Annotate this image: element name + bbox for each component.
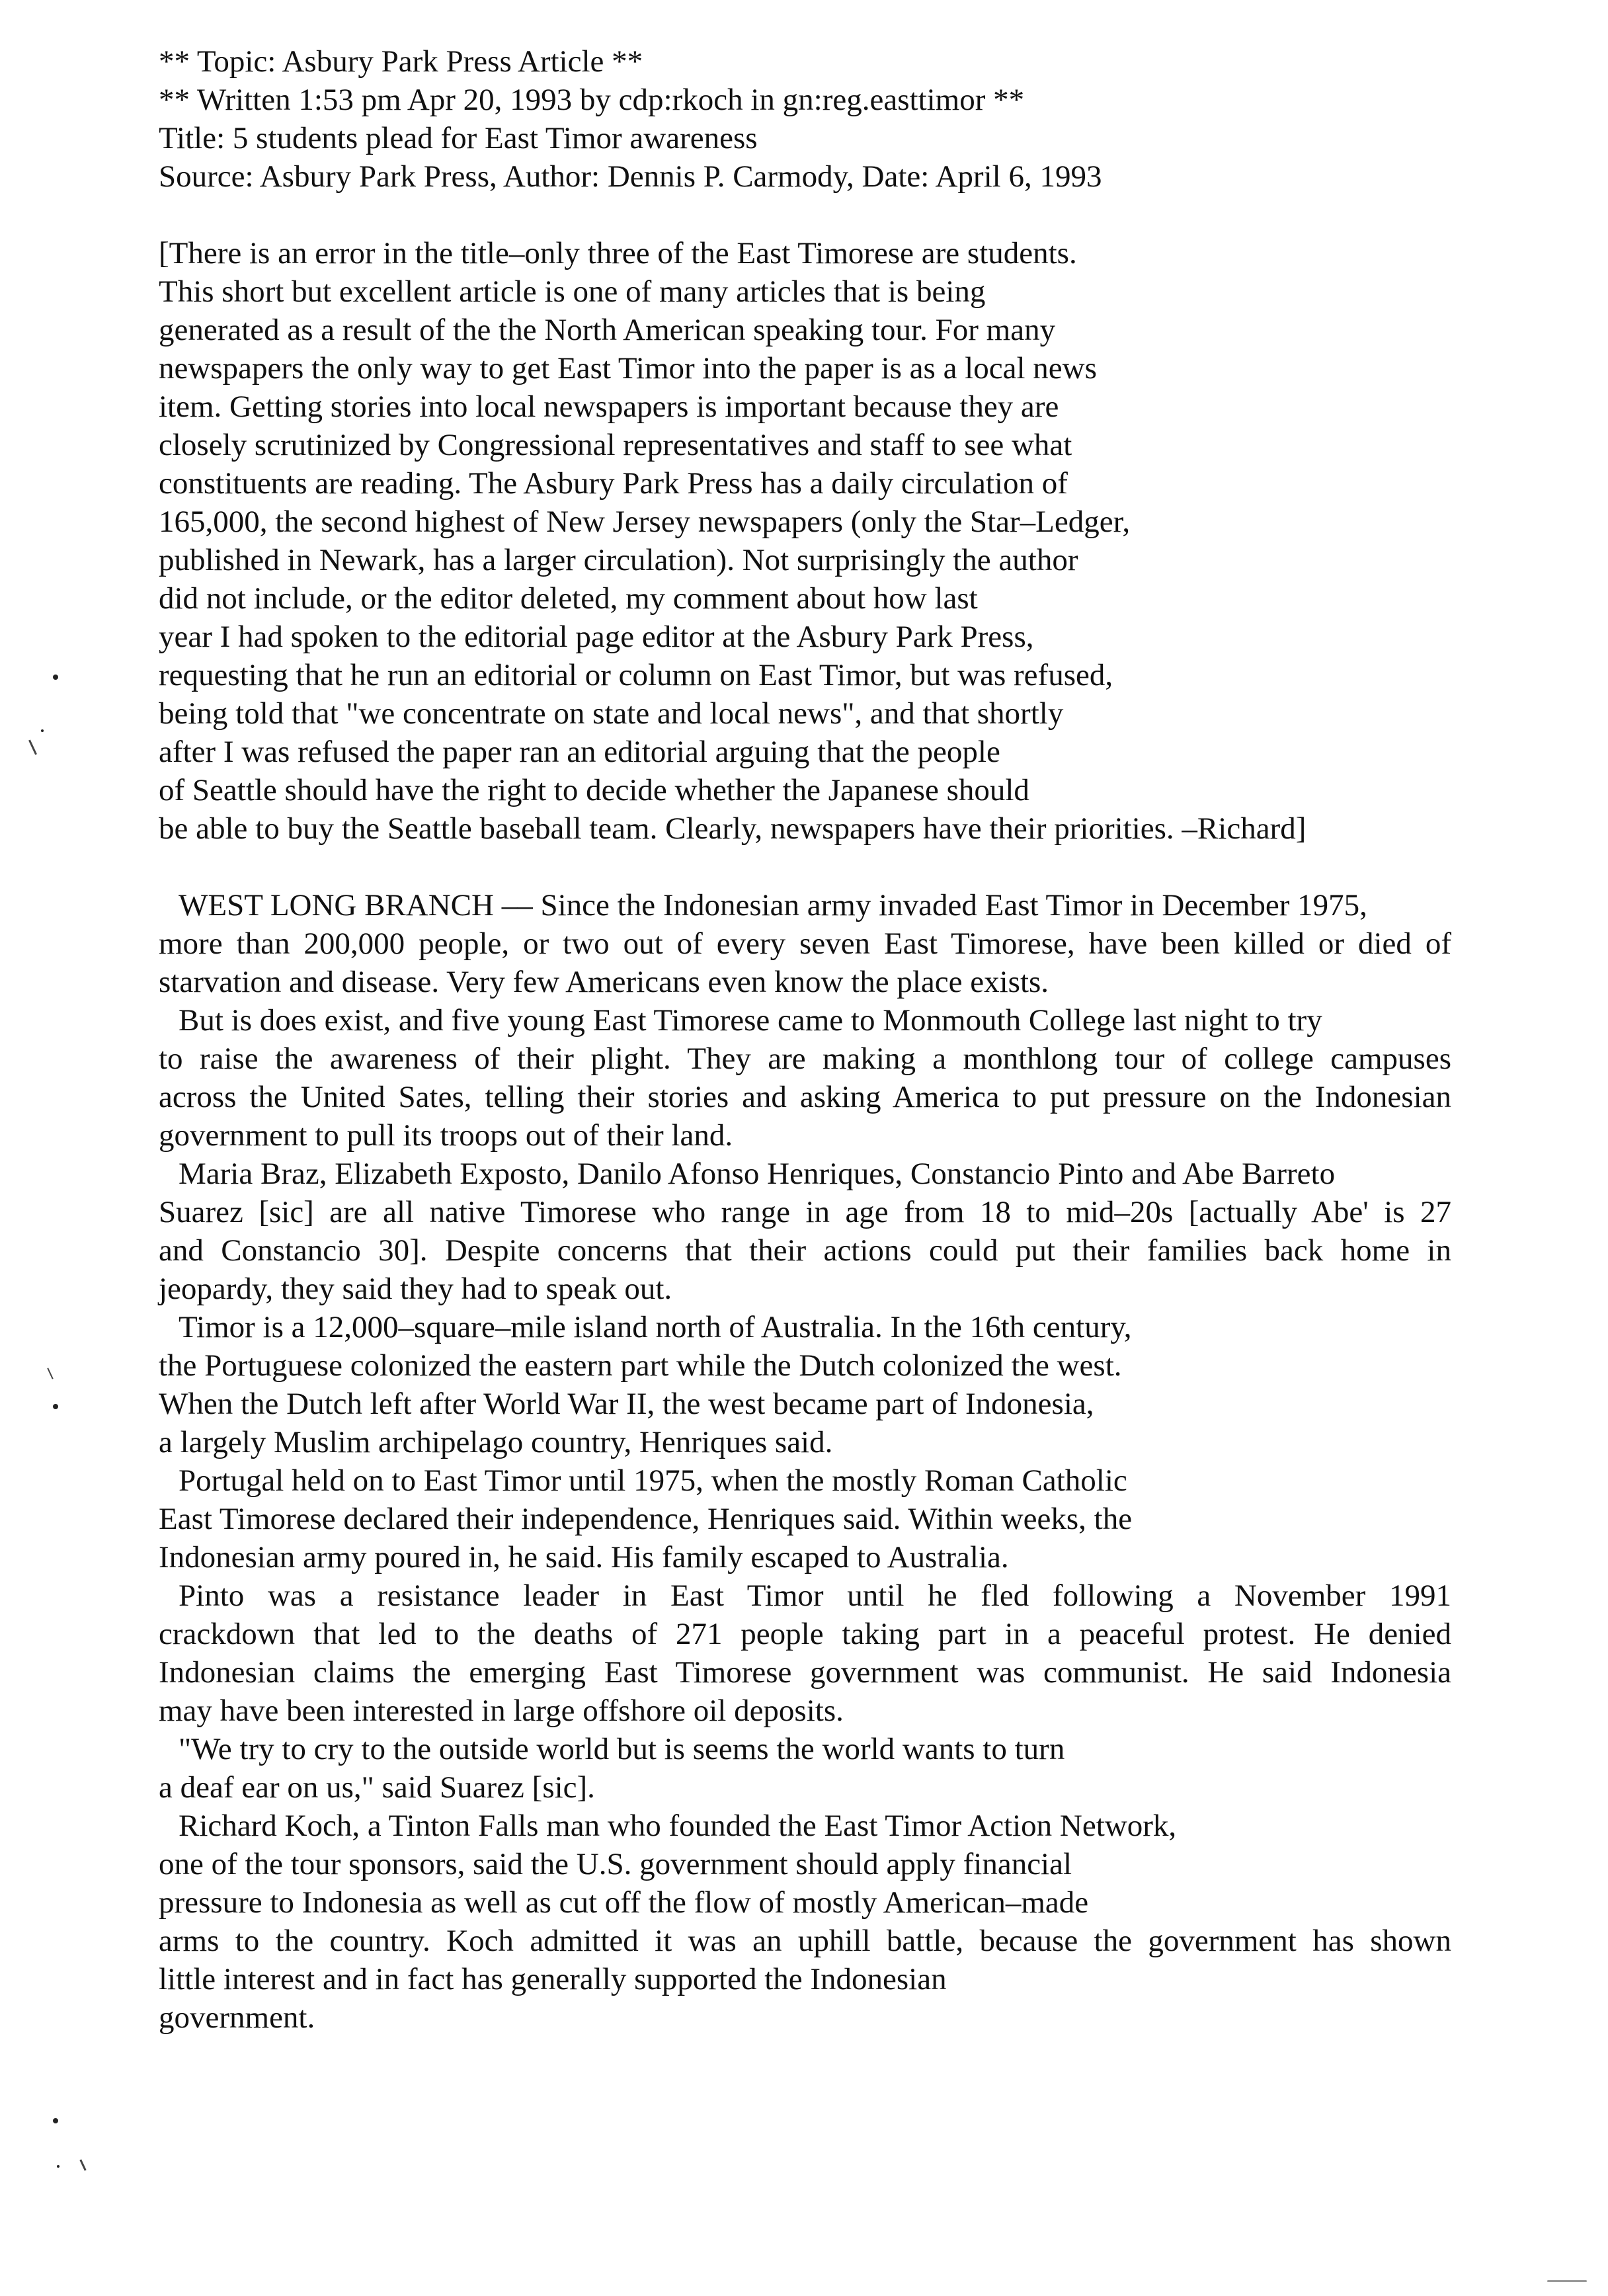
article-line: to raise the awareness of their plight. They are making a monthlong tour of college campuses — [159, 1042, 1451, 1076]
article-line: a deaf ear on us," said Suarez [sic]. — [159, 1770, 595, 1805]
note-line: 165,000, the second highest of New Jersey newspapers (only the Star–Ledger, — [159, 505, 1131, 539]
scan-speck — [53, 1404, 58, 1409]
article-line: across the United Sates, telling their stories and asking America to put pressure on the Indonesian — [159, 1080, 1451, 1114]
article-line: government. — [159, 2000, 315, 2035]
note-line: [There is an error in the title–only three of the East Timorese are students. — [159, 236, 1077, 270]
article-line: jeopardy, they said they had to speak out. — [159, 1272, 672, 1306]
article-line: a largely Muslim archipelago country, Henriques said. — [159, 1425, 833, 1459]
note-line: being told that "we concentrate on state and local news", and that shortly — [159, 696, 1064, 731]
note-line: closely scrutinized by Congressional representatives and staff to see what — [159, 428, 1072, 462]
note-line: constituents are reading. The Asbury Park Press has a daily circulation of — [159, 466, 1068, 501]
scan-speck — [1547, 2280, 1587, 2282]
note-line: newspapers the only way to get East Timor into the paper is as a local news — [159, 351, 1097, 386]
article-line: "We try to cry to the outside world but is seems the world wants to turn — [179, 1732, 1065, 1766]
article-line: But is does exist, and five young East Timorese came to Monmouth College last night to try — [179, 1003, 1322, 1038]
header-title: Title: 5 students plead for East Timor awareness — [159, 121, 758, 155]
article-line: may have been interested in large offshore oil deposits. — [159, 1694, 844, 1728]
article-line: crackdown that led to the deaths of 271 people taking part in a peaceful protest. He denied — [159, 1617, 1451, 1651]
note-line: This short but excellent article is one of many articles that is being — [159, 274, 986, 309]
scan-speck — [57, 2165, 60, 2168]
article-line: starvation and disease. Very few Americans even know the place exists. — [159, 965, 1049, 999]
article-line: one of the tour sponsors, said the U.S. government should apply financial — [159, 1847, 1072, 1881]
note-line: of Seattle should have the right to decide whether the Japanese should — [159, 773, 1029, 807]
note-line: be able to buy the Seattle baseball team. Clearly, newspapers have their priorities. –Richard] — [159, 811, 1306, 846]
article-line: When the Dutch left after World War II, the west became part of Indonesia, — [159, 1387, 1094, 1421]
note-line: generated as a result of the the North American speaking tour. For many — [159, 313, 1056, 347]
article-line: Suarez [sic] are all native Timorese who range in age from 18 to mid–20s [actually Abe' is 27 — [159, 1195, 1451, 1229]
scan-mark — [47, 1368, 53, 1379]
article-line: more than 200,000 people, or two out of every seven East Timorese, have been killed or died of — [159, 926, 1451, 961]
article-line: little interest and in fact has generally supported the Indonesian — [159, 1962, 947, 1996]
header-topic: ** Topic: Asbury Park Press Article ** — [159, 44, 643, 79]
scan-speck — [41, 729, 44, 732]
scan-mark — [79, 2159, 86, 2171]
article-line: Timor is a 12,000–square–mile island north of Australia. In the 16th century, — [179, 1310, 1132, 1344]
article-line: pressure to Indonesia as well as cut off the flow of mostly American–made — [159, 1885, 1089, 1920]
article-line: East Timorese declared their independence, Henriques said. Within weeks, the — [159, 1502, 1133, 1536]
article-line: WEST LONG BRANCH –– Since the Indonesian army invaded East Timor in December 1975, — [179, 888, 1367, 922]
article-line: Richard Koch, a Tinton Falls man who founded the East Timor Action Network, — [179, 1809, 1177, 1843]
article-line: Indonesian claims the emerging East Timorese government was communist. He said Indonesia — [159, 1655, 1451, 1690]
note-line: requesting that he run an editorial or column on East Timor, but was refused, — [159, 658, 1113, 692]
note-line: year I had spoken to the editorial page editor at the Asbury Park Press, — [159, 620, 1034, 654]
article-line: Portugal held on to East Timor until 1975, when the mostly Roman Catholic — [179, 1463, 1127, 1498]
article-line: Indonesian army poured in, he said. His family escaped to Australia. — [159, 1540, 1009, 1575]
scan-speck — [53, 675, 58, 680]
article-line: arms to the country. Koch admitted it was an uphill battle, because the government has shown — [159, 1924, 1451, 1958]
article-line: and Constancio 30]. Despite concerns that their actions could put their families back home in — [159, 1233, 1451, 1268]
article-line: Maria Braz, Elizabeth Exposto, Danilo Afonso Henriques, Constancio Pinto and Abe Barreto — [179, 1157, 1336, 1191]
note-line: after I was refused the paper ran an editorial arguing that the people — [159, 735, 1000, 769]
header-written: ** Written 1:53 pm Apr 20, 1993 by cdp:rkoch in gn:reg.easttimor ** — [159, 83, 1025, 117]
scan-mark — [28, 739, 37, 755]
scan-speck — [53, 2118, 58, 2123]
note-line: published in Newark, has a larger circulation). Not surprisingly the author — [159, 543, 1078, 577]
header-source: Source: Asbury Park Press, Author: Dennis P. Carmody, Date: April 6, 1993 — [159, 159, 1102, 194]
note-line: did not include, or the editor deleted, my comment about how last — [159, 581, 978, 616]
article-line: the Portuguese colonized the eastern part while the Dutch colonized the west. — [159, 1348, 1122, 1383]
article-line: government to pull its troops out of their land. — [159, 1118, 733, 1153]
article-line: Pinto was a resistance leader in East Timor until he fled following a November 1991 — [179, 1578, 1451, 1613]
note-line: item. Getting stories into local newspapers is important because they are — [159, 390, 1059, 424]
